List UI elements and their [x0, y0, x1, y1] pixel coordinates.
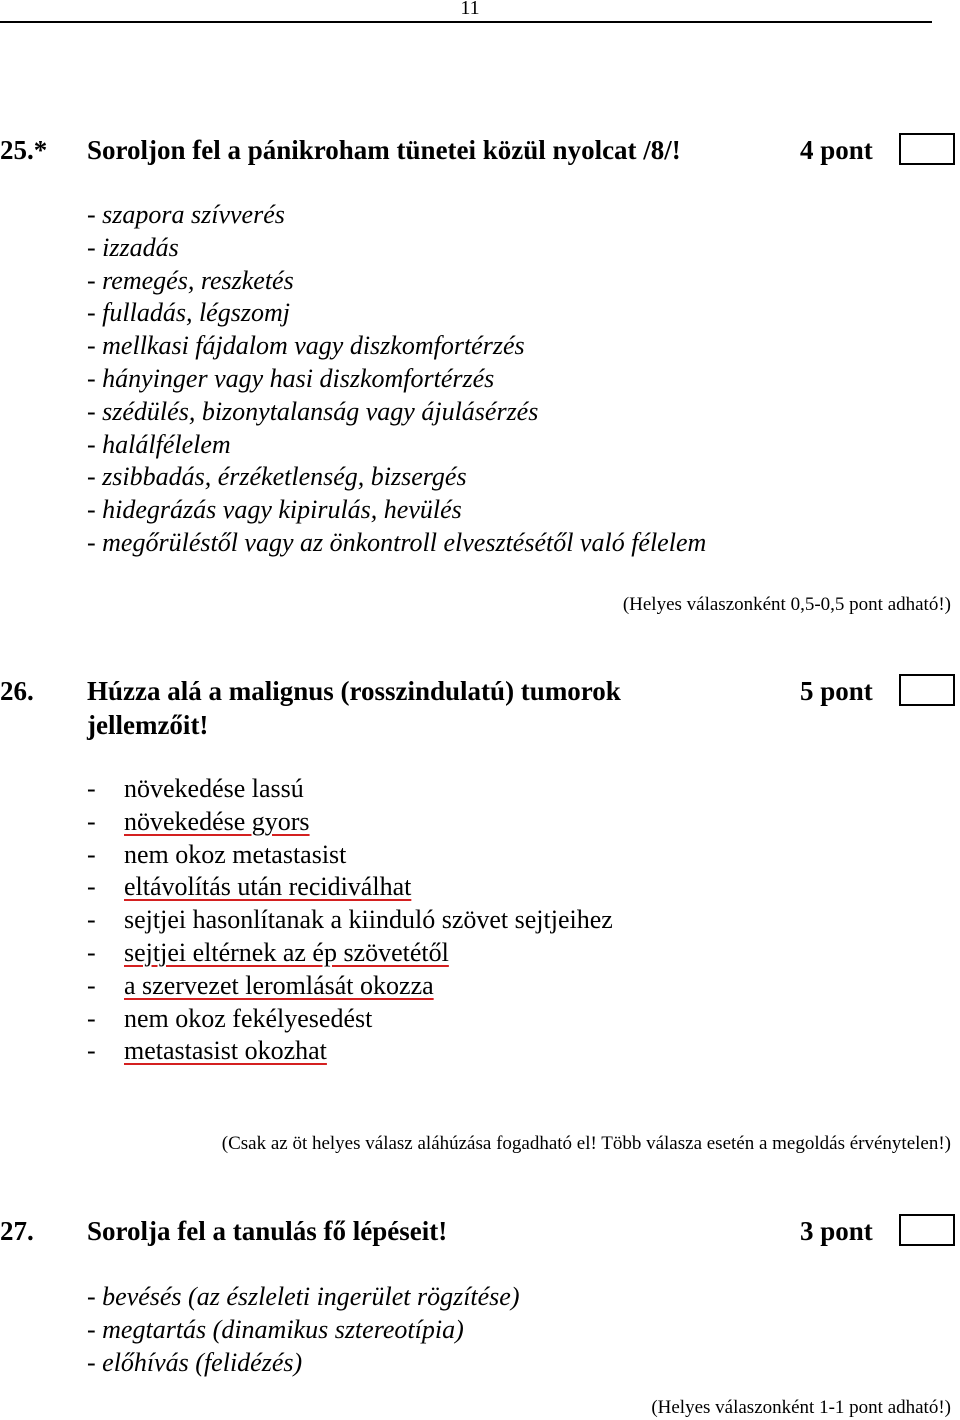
- option-text: növekedése lassú: [124, 774, 304, 803]
- list-dash: -: [87, 839, 96, 869]
- list-item: - szapora szívverés: [87, 200, 285, 229]
- question-26-title-continued: jellemzőit!: [87, 710, 209, 740]
- list-item[interactable]: [87, 937, 613, 970]
- list-item[interactable]: [87, 904, 613, 937]
- underlined-option-text: eltávolítás után recidiválhat: [124, 872, 412, 902]
- list-item[interactable]: [87, 839, 613, 872]
- question-25-header: [0, 133, 960, 167]
- list-item: - megőrüléstől vagy az önkontroll elvesztésétől való félelem: [87, 527, 707, 557]
- list-item: - hidegrázás vagy kipirulás, hevülés: [87, 495, 462, 525]
- underlined-option-text: a szervezet leromlását okozza: [124, 970, 434, 1000]
- list-dash: -: [87, 970, 96, 1000]
- question-25-note: (Helyes válaszonként 0,5-0,5 pont adható!): [622, 594, 951, 615]
- option-text: sejtjei hasonlítanak a kiinduló szövet sejtjeihez: [124, 905, 613, 935]
- list-item: - mellkasi fájdalom vagy diszkomfortérzés: [87, 331, 525, 361]
- question-25-score-box[interactable]: [899, 133, 955, 165]
- list-item[interactable]: [87, 1003, 613, 1036]
- underlined-option-text: növekedése gyors: [124, 806, 310, 836]
- question-27-title: Sorolja fel a tanulás fő lépéseit!: [87, 1216, 448, 1246]
- underlined-option-text: sejtjei eltérnek az ép szövetétől: [124, 937, 449, 967]
- question-26-points: 5 pont: [800, 676, 873, 706]
- question-26-number: 26.: [0, 676, 34, 706]
- question-26-score-box[interactable]: [899, 674, 955, 706]
- question-26-header: [0, 674, 960, 708]
- question-27-answers: [87, 1281, 520, 1379]
- question-26-options: [87, 773, 613, 1068]
- question-27-points: 3 pont: [800, 1216, 873, 1246]
- list-item: - remegés, reszketés: [87, 265, 294, 295]
- list-item: - zsibbadás, érzéketlenség, bizsergés: [87, 462, 467, 492]
- question-25-answers: [87, 199, 706, 560]
- list-item: - halálfélelem: [87, 429, 231, 459]
- list-item: - megtartás (dinamikus sztereotípia): [87, 1314, 464, 1344]
- list-item: - izzadás: [87, 232, 179, 262]
- list-item: - bevésés (az észleleti ingerület rögzítése): [87, 1282, 520, 1311]
- question-26-title: Húzza alá a malignus (rosszindulatú) tumorok: [87, 676, 621, 706]
- list-item: - előhívás (felidézés): [87, 1347, 303, 1377]
- list-item[interactable]: [87, 871, 613, 904]
- question-25-points: 4 pont: [800, 135, 873, 165]
- question-27-number: 27.: [0, 1216, 34, 1246]
- list-item: - hányinger vagy hasi diszkomfortérzés: [87, 363, 495, 393]
- question-25-number: 25.*: [0, 135, 48, 165]
- question-27-header: [0, 1214, 960, 1248]
- question-27-score-box[interactable]: [899, 1214, 955, 1246]
- underlined-option-text: metastasist okozhat: [124, 1036, 327, 1066]
- list-dash: -: [87, 905, 96, 935]
- list-item[interactable]: [87, 806, 613, 839]
- list-item: - szédülés, bizonytalanság vagy ájulásérzés: [87, 396, 539, 426]
- list-item[interactable]: [87, 970, 613, 1003]
- option-text: nem okoz metastasist: [124, 839, 347, 869]
- page-number: 11: [460, 0, 480, 19]
- list-dash: -: [87, 1003, 96, 1033]
- list-item[interactable]: [87, 1035, 613, 1068]
- list-dash: -: [87, 806, 96, 836]
- header-rule: [0, 21, 932, 23]
- list-item[interactable]: [87, 773, 613, 806]
- question-25-title: Soroljon fel a pánikroham tünetei közül nyolcat /8/!: [87, 135, 681, 165]
- list-dash: -: [87, 1036, 96, 1066]
- list-dash: -: [87, 937, 96, 967]
- list-dash: -: [87, 872, 96, 902]
- list-item: - fulladás, légszomj: [87, 298, 290, 328]
- option-text: nem okoz fekélyesedést: [124, 1003, 373, 1033]
- question-26-note: (Csak az öt helyes válasz aláhúzása fogadható el! Több válasza esetén a megoldás érvénytelen!): [221, 1133, 951, 1154]
- question-27-note: (Helyes válaszonként 1-1 pont adható!): [651, 1397, 951, 1418]
- list-dash: -: [87, 774, 96, 803]
